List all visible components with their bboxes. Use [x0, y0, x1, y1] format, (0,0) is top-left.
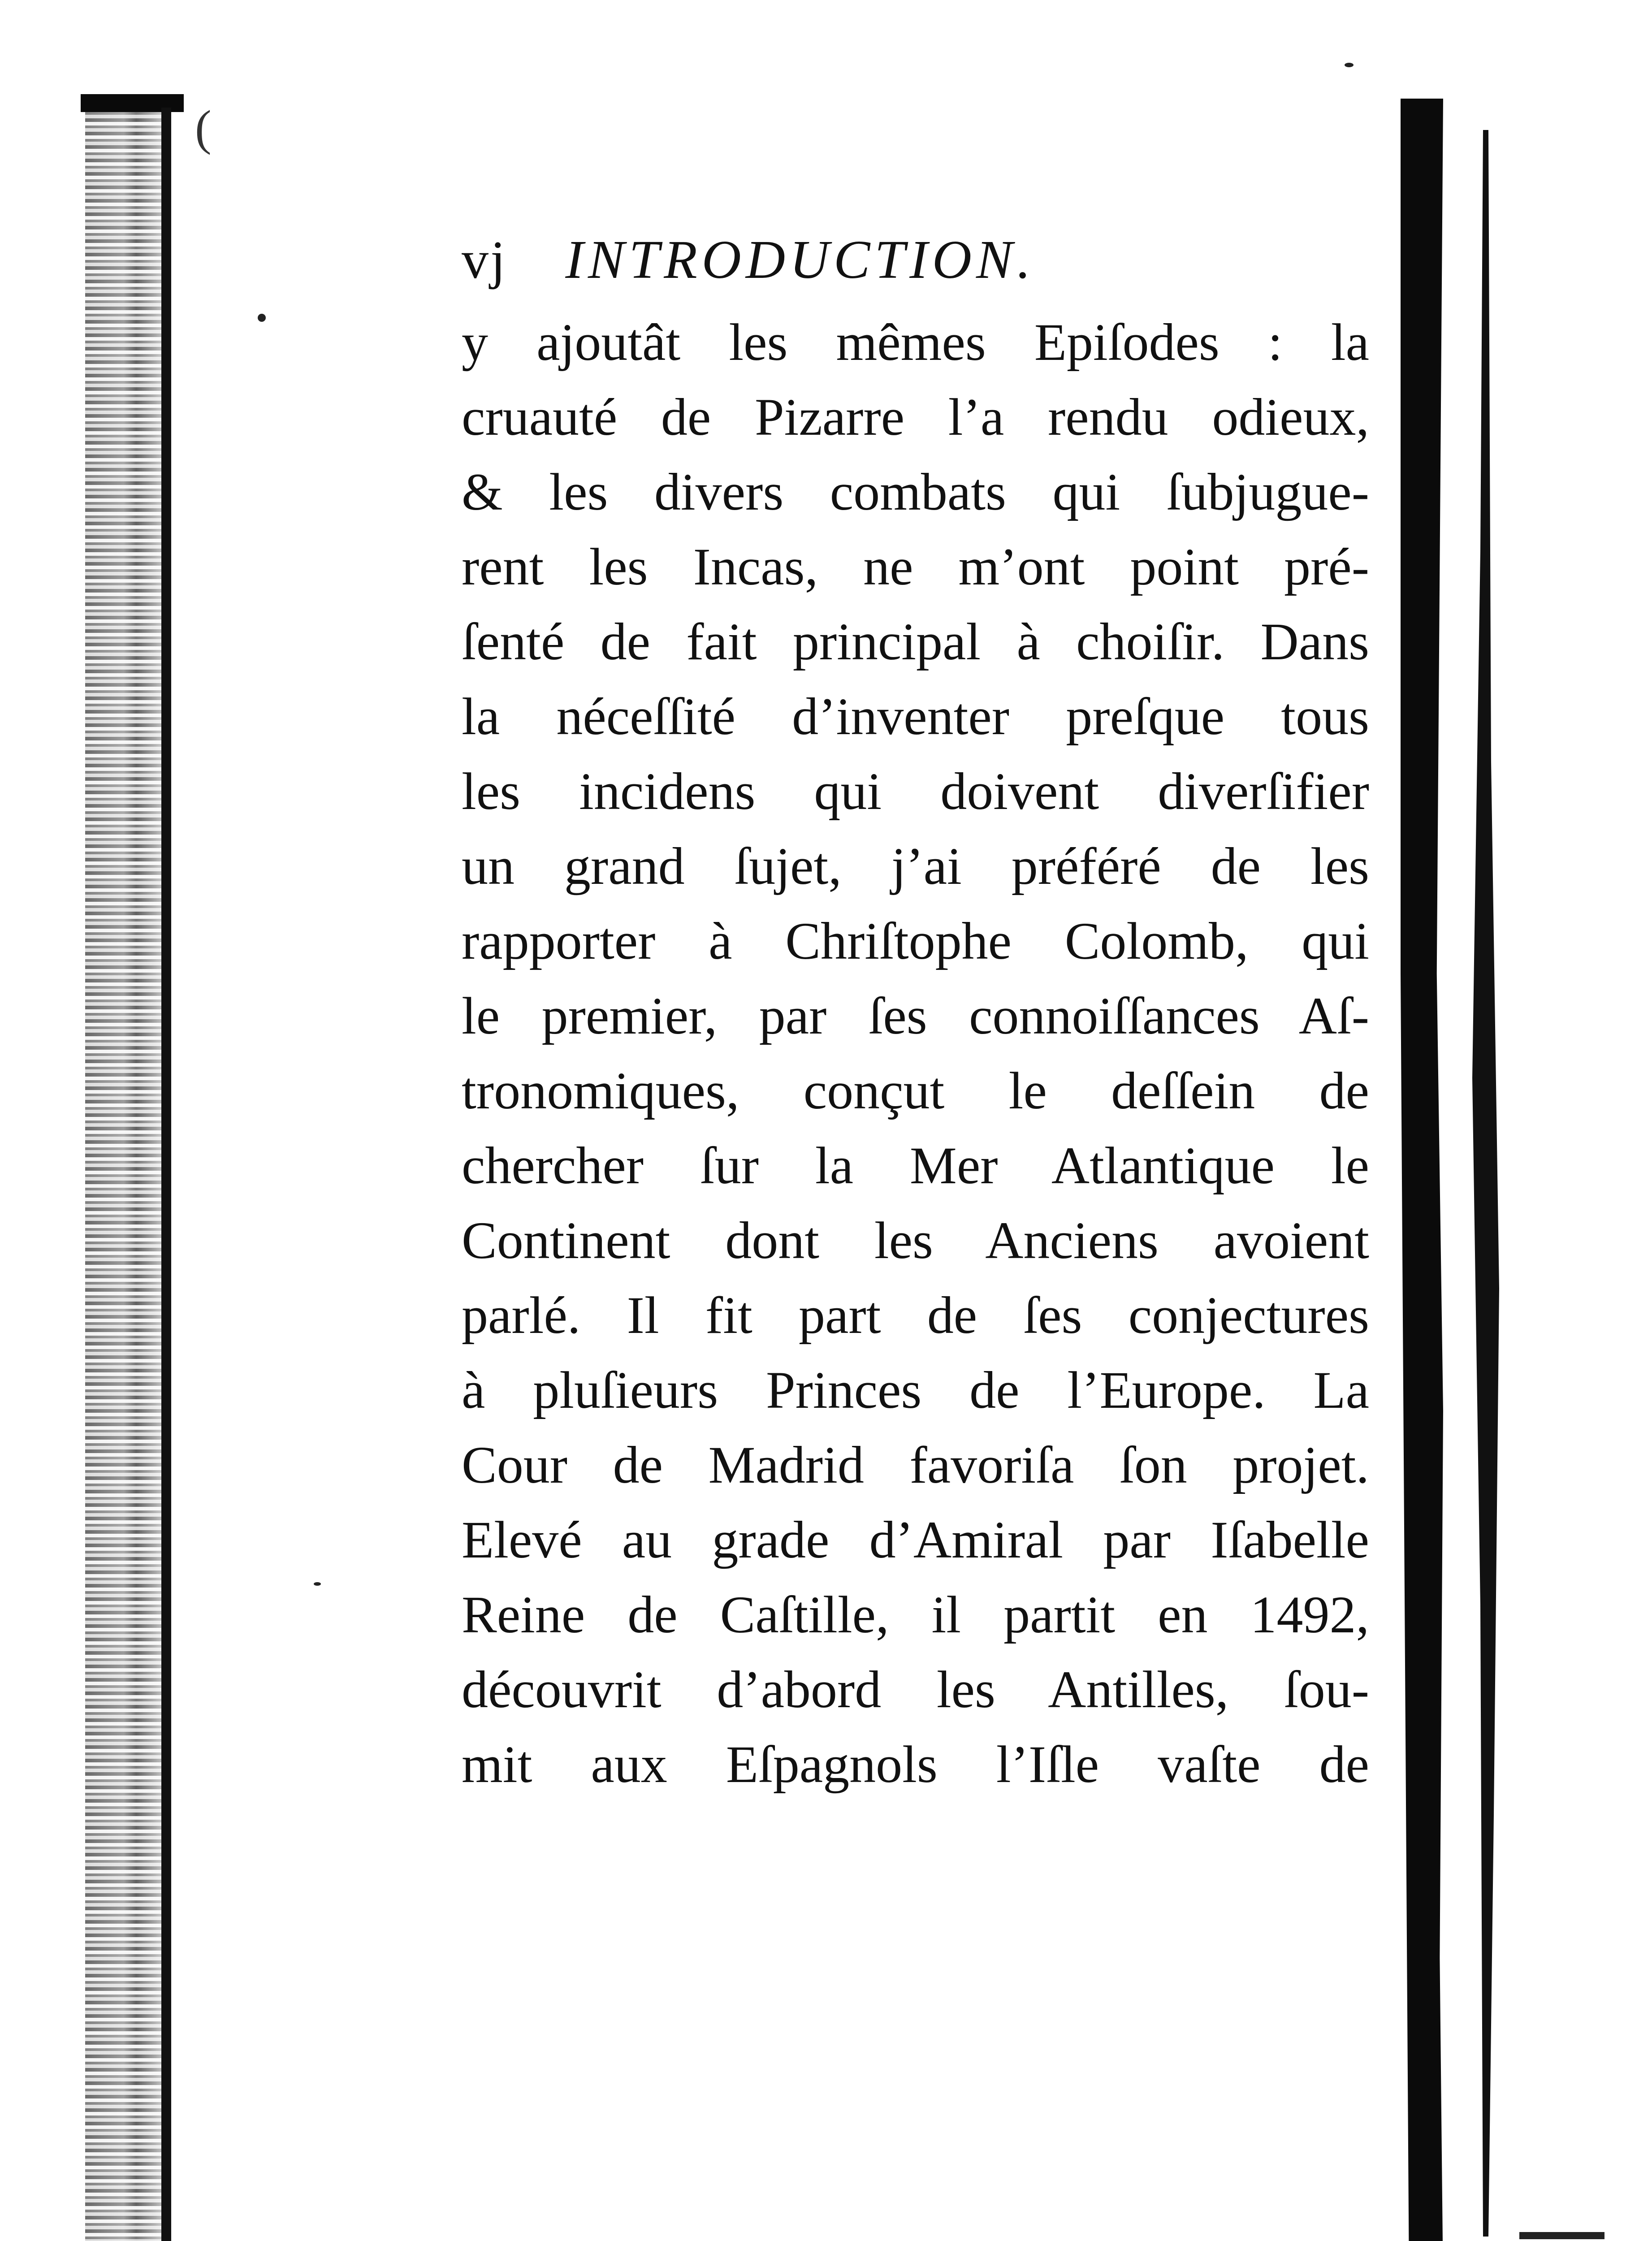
page-header: [462, 224, 1380, 296]
text-line: tronomiques, conçut le deſſein de: [462, 1061, 1369, 1120]
right-binding-edge: [1401, 99, 1443, 2241]
running-head: INTRODUCTION.: [565, 229, 1035, 290]
text-line: Continent dont les Anciens avoient: [462, 1211, 1369, 1270]
text-line: rapporter à Chriſtophe Colomb, qui: [462, 912, 1369, 970]
text-line: mit aux Eſpagnols l’Iſle vaſte de: [462, 1735, 1369, 1794]
text-line: ſenté de fait principal à choiſir. Dans: [462, 612, 1369, 671]
page-number: vj: [462, 230, 507, 290]
text-line: le premier, par ſes connoiſſances Aſ-: [462, 986, 1369, 1045]
ink-speck: [258, 314, 266, 322]
text-line: y ajoutât les mêmes Epiſodes : la: [462, 313, 1369, 372]
text-line: la néceſſité d’inventer preſque tous: [462, 687, 1369, 746]
text-line: Cour de Madrid favoriſa ſon projet.: [462, 1436, 1369, 1494]
text-line: cruauté de Pizarre l’a rendu odieux,: [462, 388, 1369, 446]
right-binding-thin-edge: [1472, 130, 1499, 2237]
text-line: découvrit d’abord les Antilles, ſou-: [462, 1660, 1369, 1719]
text-line: Reine de Caſtille, il partit en 1492,: [462, 1585, 1369, 1644]
bottom-right-edge: [1519, 2232, 1604, 2239]
margin-mark: (: [195, 100, 212, 155]
text-line: Elevé au grade d’Amiral par Iſabelle: [462, 1510, 1369, 1569]
right-edge-gap: [1542, 1448, 1591, 1454]
ink-speck: [1345, 63, 1354, 67]
text-line: à pluſieurs Princes de l’Europe. La: [462, 1361, 1369, 1419]
text-line: & les divers combats qui ſubjugue-: [462, 463, 1369, 521]
right-edge-gap: [1542, 1282, 1591, 1288]
left-binding-edge: [85, 99, 170, 2241]
text-line: les incidens qui doivent diverſifier: [462, 762, 1369, 821]
text-line: chercher ſur la Mer Atlantique le: [462, 1136, 1369, 1195]
left-binding-line: [161, 108, 171, 2241]
ink-speck: [314, 1582, 321, 1586]
right-edge-gap: [1542, 1537, 1591, 1544]
text-line: rent les Incas, ne m’ont point pré-: [462, 537, 1369, 596]
text-line: parlé. Il fit part de ſes conjectures: [462, 1286, 1369, 1345]
text-line: un grand ſujet, j’ai préféré de les: [462, 837, 1369, 896]
body-text: [462, 305, 1369, 1802]
